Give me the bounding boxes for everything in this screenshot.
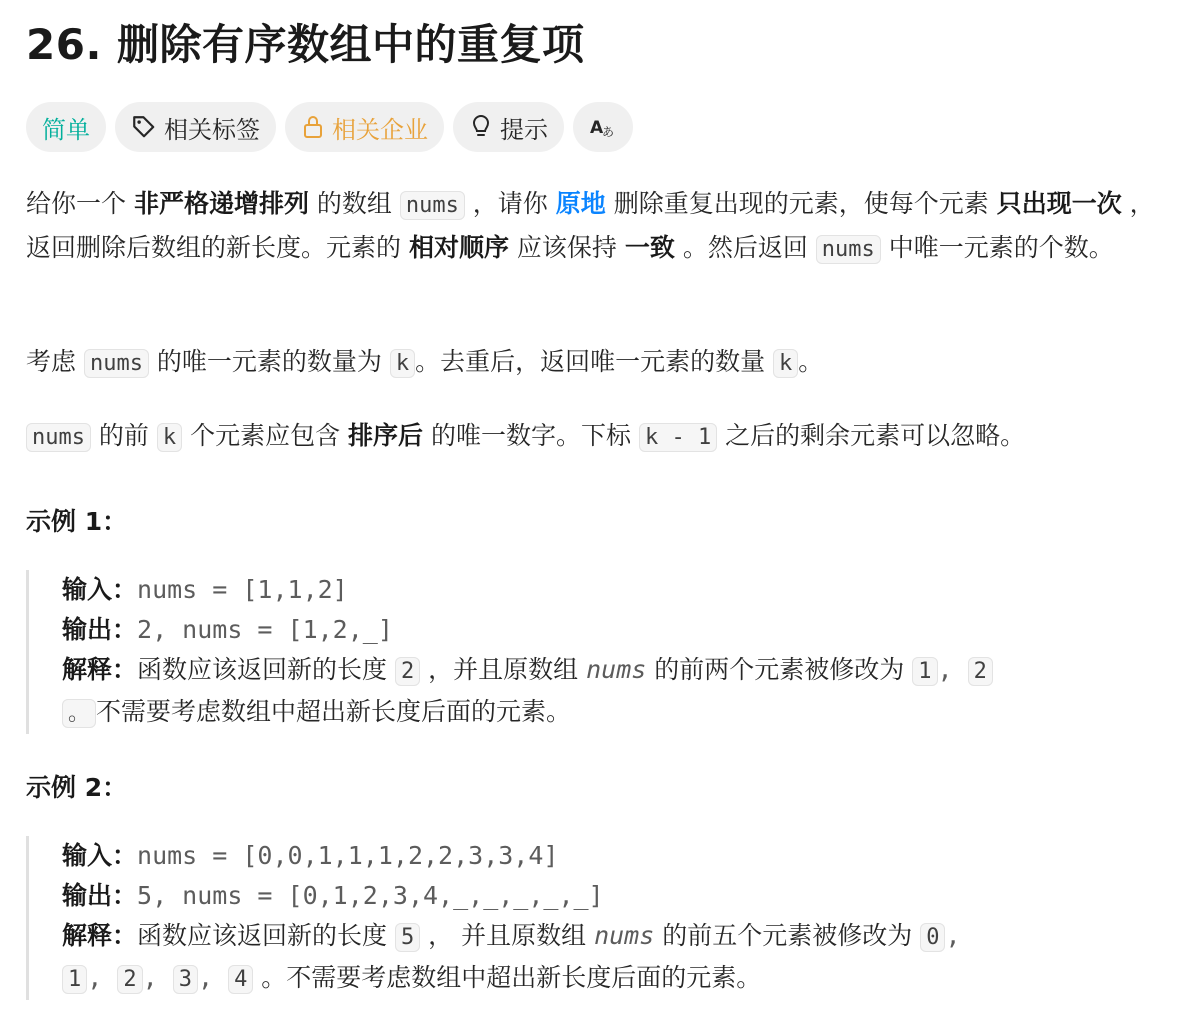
output-label: 输出：: [62, 615, 138, 644]
example-2-input: [62, 836, 1158, 876]
inline-code: k: [773, 349, 798, 378]
related-companies-label: 相关企业: [332, 115, 428, 144]
text: 的唯一元素的数量为: [148, 347, 390, 376]
svg-text:A: A: [590, 118, 604, 138]
related-tags-label: 相关标签: [164, 115, 260, 144]
bold-text: 排序后: [348, 421, 424, 450]
text: 的前: [90, 421, 157, 450]
comma: ,: [937, 655, 968, 684]
input-value: nums = [0,0,1,1,1,2,2,3,3,4]: [137, 841, 559, 870]
text: 。: [798, 347, 824, 376]
example-2-block: [26, 836, 1158, 1000]
text: 函数应该返回新的长度: [137, 921, 395, 950]
text: 。不需要考虑数组中超出新长度后面的元素。: [253, 963, 762, 992]
lightbulb-icon: [469, 114, 493, 140]
tag-bar: [26, 102, 633, 152]
text: 中唯一元素的个数。: [880, 233, 1114, 262]
output-value: 2, nums = [1,2,_]: [137, 615, 393, 644]
difficulty-badge[interactable]: [26, 102, 106, 152]
inline-code: nums: [400, 191, 465, 220]
input-value: nums = [1,1,2]: [137, 575, 348, 604]
inline-code: 3: [173, 965, 198, 994]
inline-code: k: [390, 349, 415, 378]
description-paragraph-3: [26, 415, 1158, 459]
comma: ,: [87, 963, 118, 992]
text: 的数组: [308, 189, 400, 218]
inline-code: nums: [816, 235, 881, 264]
text: 考虑: [26, 347, 84, 376]
page-title: 26. 删除有序数组中的重复项: [26, 20, 585, 69]
example-1-output: [62, 610, 1158, 650]
inline-code: 。: [62, 699, 96, 728]
inline-code: 1: [912, 657, 937, 686]
output-label: 输出：: [62, 881, 138, 910]
inline-code: 2: [117, 965, 142, 994]
tag-icon: [131, 114, 157, 140]
text: 的唯一数字。下标: [423, 421, 639, 450]
example-2-output: [62, 876, 1158, 916]
text: 函数应该返回新的长度: [137, 655, 395, 684]
inline-code: 1: [62, 965, 87, 994]
explanation-label: 解释：: [62, 921, 138, 950]
related-companies-button[interactable]: [285, 102, 444, 152]
translate-button[interactable]: [573, 102, 633, 152]
variable-name: nums: [594, 921, 655, 950]
example-1-input: [62, 570, 1158, 610]
text: 不需要考虑数组中超出新长度后面的元素。: [96, 697, 572, 726]
text: ，并且原数组: [420, 655, 587, 684]
text: 删除重复出现的元素，使每个元素: [605, 189, 997, 218]
example-1-block: [26, 570, 1158, 734]
example-2-explanation: [62, 916, 1158, 1000]
svg-text:あ: あ: [602, 125, 615, 139]
input-label: 输入：: [62, 575, 138, 604]
text: 之后的剩余元素可以忽略。: [717, 421, 1026, 450]
inline-code: nums: [26, 423, 91, 452]
text: ，返回删除后数组的新长度。元素的: [26, 189, 1155, 262]
comma: ,: [142, 963, 173, 992]
example-1-heading: 示例 1：: [26, 507, 128, 536]
hint-label: 提示: [500, 115, 548, 144]
text: ，请你: [464, 189, 556, 218]
bold-text: 一致: [624, 233, 675, 262]
bold-text: 只出现一次: [996, 189, 1122, 218]
text: ， 并且原数组: [420, 921, 595, 950]
inline-code: 2: [395, 657, 420, 686]
description-paragraph-2: [26, 341, 1158, 385]
related-tags-button[interactable]: [115, 102, 276, 152]
text: 。去重后，返回唯一元素的数量: [415, 347, 774, 376]
bold-text: 非严格递增排列: [133, 189, 309, 218]
input-label: 输入：: [62, 841, 138, 870]
explanation-label: 解释：: [62, 655, 138, 684]
example-2-heading: 示例 2：: [26, 773, 128, 802]
translate-icon: [589, 114, 617, 140]
inline-code: 4: [228, 965, 253, 994]
inline-code: nums: [84, 349, 149, 378]
example-1-explanation: [62, 650, 1158, 734]
inline-code: k - 1: [639, 423, 717, 452]
difficulty-label: 简单: [42, 115, 90, 144]
inline-code: 5: [395, 923, 420, 952]
lock-icon: [301, 114, 325, 140]
in-place-link[interactable]: 原地: [555, 189, 606, 218]
text: 个元素应包含: [182, 421, 349, 450]
comma: ,: [197, 963, 229, 992]
description-paragraph-1: [26, 183, 1158, 271]
inline-code: 0: [920, 923, 945, 952]
text: 的前五个元素被修改为: [654, 921, 921, 950]
hint-button[interactable]: [453, 102, 564, 152]
comma: ,: [945, 921, 961, 950]
text: 应该保持: [508, 233, 625, 262]
text: 。然后返回: [674, 233, 816, 262]
text: 的前两个元素被修改为: [646, 655, 913, 684]
variable-name: nums: [586, 655, 647, 684]
inline-code: 2: [968, 657, 993, 686]
output-value: 5, nums = [0,1,2,3,4,_,_,_,_,_]: [137, 881, 604, 910]
bold-text: 相对顺序: [408, 233, 509, 262]
text: 给你一个: [26, 189, 134, 218]
inline-code: k: [157, 423, 182, 452]
